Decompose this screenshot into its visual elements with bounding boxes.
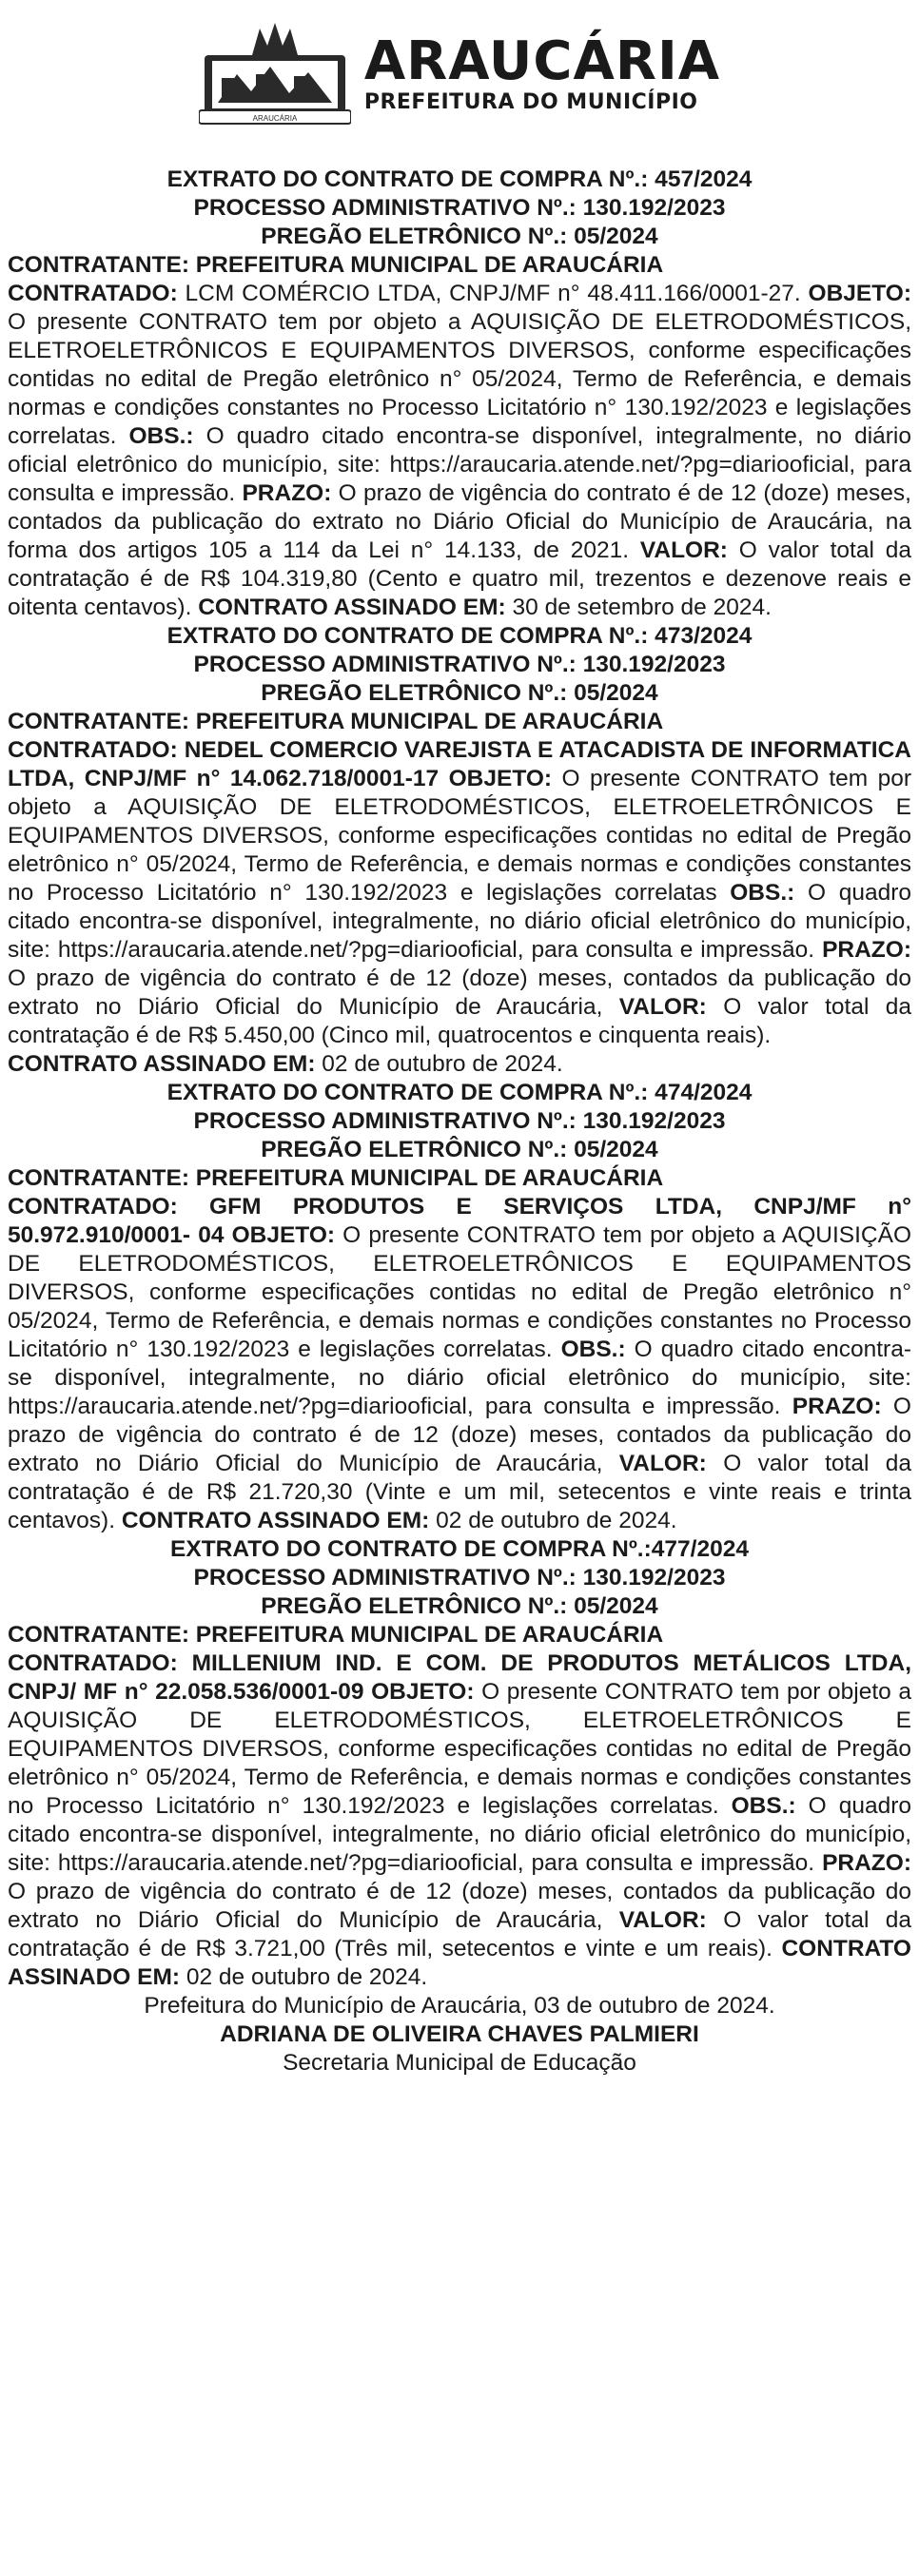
contract-extract	[8, 166, 911, 622]
object-label: OBJETO:	[448, 766, 553, 791]
process-number: PROCESSO ADMINISTRATIVO Nº.: 130.192/2023	[193, 1108, 726, 1134]
contract-body	[8, 708, 911, 1079]
document-content	[8, 166, 911, 2078]
contractor-text	[224, 1222, 231, 1248]
obs-text: O quadro citado encontra-se disponível, integralmente, no diário oficial eletrônico do município, site: https://araucaria.atende.net/?pg=diariooficial, para consulta e impressão.	[8, 423, 911, 506]
signed-label: CONTRATO ASSINADO EM:	[198, 595, 506, 620]
term-text: O prazo de vigência do contrato é de 12 (doze) meses, contados da publicação do extrato no Diário Oficial do Município de Araucária, na forma dos artigos 105 a 114 da Lei n° 14.133, de 2021.	[8, 480, 911, 563]
value-label: VALOR:	[618, 1451, 707, 1476]
contractor-text: LCM COMÉRCIO LTDA, CNPJ/MF n° 48.411.166/0001-27.	[177, 281, 809, 306]
seal-ribbon-text: ARAUCÁRIA	[252, 114, 298, 123]
process-number: PROCESSO ADMINISTRATIVO Nº.: 130.192/2023	[193, 1565, 726, 1590]
contracting-party: CONTRATANTE: PREFEITURA MUNICIPAL DE ARAUCÁRIA	[8, 252, 664, 278]
contract-title: EXTRATO DO CONTRATO DE COMPRA Nº.:477/2024	[170, 1536, 749, 1562]
contract-body	[8, 1621, 911, 1992]
process-number: PROCESSO ADMINISTRATIVO Nº.: 130.192/2023	[193, 195, 726, 221]
obs-label: OBS.:	[730, 880, 795, 906]
auction-number: PREGÃO ELETRÔNICO Nº.: 05/2024	[261, 1593, 658, 1619]
brand-name: ARAUCÁRIA	[363, 30, 721, 92]
obs-text: O quadro citado encontra-se disponível, integralmente, no diário oficial eletrônico do município, site: https://araucaria.atende.net/?pg=diariooficial, para consulta e impressão.	[8, 880, 911, 963]
place-and-date: Prefeitura do Município de Araucária, 03 de outubro de 2024.	[144, 1993, 775, 2019]
obs-label: OBS.:	[560, 1337, 626, 1362]
term-text: O prazo de vigência do contrato é de 12 (doze) meses, contados da publicação do extrato no Diário Oficial do Município de Araucária,	[8, 1394, 911, 1476]
signed-label: CONTRATO ASSINADO EM:	[8, 1936, 911, 1990]
object-text: O presente CONTRATO tem por objeto a AQUISIÇÃO DE ELETRODOMÉSTICOS, ELETROELETRÔNICOS E EQUIPAMENTOS DIVERSOS, conforme especificações contidas no edital de Pregão eletrônico n° 05/2024, Termo de Referência, e demais normas e condições constantes no Processo Licitatório n° 130.192/2023 e legislações correlatas.	[8, 1222, 912, 1362]
obs-label: OBS.:	[128, 423, 194, 449]
object-text: O presente CONTRATO tem por objeto a AQUISIÇÃO DE ELETRODOMÉSTICOS, ELETROELETRÔNICOS E EQUIPAMENTOS DIVERSOS, conforme especificações contidas no edital de Pregão eletrônico n° 05/2024, Termo de Referência, e demais normas e condições constantes no Processo Licitatório n° 130.192/2023 e legislações correlatas.	[8, 309, 911, 449]
contract-body	[8, 1164, 911, 1535]
object-label: OBJETO:	[808, 281, 911, 306]
process-number: PROCESSO ADMINISTRATIVO Nº.: 130.192/2023	[193, 652, 726, 677]
obs-text: O quadro citado encontra-se disponível, integralmente, no diário oficial eletrônico do município, site: https://araucaria.atende.net/?pg=diariooficial, para consulta e impressão.	[8, 1337, 912, 1419]
contractor-label: CONTRATADO: GFM PRODUTOS E SERVIÇOS LTDA, CNPJ/MF n° 50.972.910/0001- 04	[8, 1194, 911, 1248]
signed-label: CONTRATO ASSINADO EM:	[121, 1508, 430, 1533]
object-text: O presente CONTRATO tem por objeto a AQUISIÇÃO DE ELETRODOMÉSTICOS, ELETROELETRÔNICOS E EQUIPAMENTOS DIVERSOS, conforme especificações contidas no edital de Pregão eletrônico n° 05/2024, Termo de Referência, e demais normas e condições constantes no Processo Licitatório n° 130.192/2023 e legislações correlatas	[8, 766, 911, 906]
term-label: PRAZO:	[792, 1394, 882, 1419]
header	[8, 17, 911, 131]
contracting-party: CONTRATANTE: PREFEITURA MUNICIPAL DE ARAUCÁRIA	[8, 709, 664, 734]
obs-label: OBS.:	[731, 1793, 796, 1819]
value-label: VALOR:	[618, 1907, 707, 1933]
auction-number: PREGÃO ELETRÔNICO Nº.: 05/2024	[261, 680, 658, 706]
term-text: O prazo de vigência do contrato é de 12 (doze) meses, contados da publicação do extrato no Diário Oficial do Município de Araucária,	[8, 1879, 911, 1933]
term-text: O prazo de vigência do contrato é de 12 (doze) meses, contados da publicação do extrato no Diário Oficial do Município de Araucária,	[8, 966, 911, 1020]
signer-name: ADRIANA DE OLIVEIRA CHAVES PALMIERI	[220, 2021, 699, 2047]
contract-extract	[8, 1079, 911, 1535]
contracting-party: CONTRATANTE: PREFEITURA MUNICIPAL DE ARAUCÁRIA	[8, 1165, 664, 1191]
signed-date: 02 de outubro de 2024.	[429, 1508, 677, 1533]
brand	[363, 30, 721, 114]
value-text: O valor total da contratação é de R$ 104.319,80 (Cento e quatro mil, trezentos e dezenove reais e oitenta centavos).	[8, 537, 911, 620]
contract-title: EXTRATO DO CONTRATO DE COMPRA Nº.: 457/2024	[166, 166, 753, 192]
term-label: PRAZO:	[822, 1850, 911, 1876]
object-text: O presente CONTRATO tem por objeto a AQUISIÇÃO DE ELETRODOMÉSTICOS, ELETROELETRÔNICOS E EQUIPAMENTOS DIVERSOS, conforme especificações contidas no edital de Pregão eletrônico n° 05/2024, Termo de Referência, e demais normas e condições constantes no Processo Licitatório n° 130.192/2023 e legislações correlatas.	[8, 1679, 911, 1819]
contract-extract	[8, 622, 911, 1079]
contractor-label: CONTRATADO: NEDEL COMERCIO VAREJISTA E ATACADISTA DE INFORMATICA LTDA, CNPJ/MF n° 14.062.718/0001-17	[8, 737, 911, 791]
signed-label: CONTRATO ASSINADO EM:	[8, 1051, 316, 1077]
value-text: O valor total da contratação é de R$ 5.450,00 (Cinco mil, quatrocentos e cinquenta reais).	[8, 994, 911, 1048]
contractor-label: CONTRATADO: MILLENIUM IND. E COM. DE PRODUTOS METÁLICOS LTDA, CNPJ/ MF n° 22.058.536/0001-09	[8, 1650, 911, 1705]
term-label: PRAZO:	[242, 480, 332, 506]
signed-date: 30 de setembro de 2024.	[505, 595, 772, 620]
auction-number: PREGÃO ELETRÔNICO Nº.: 05/2024	[261, 224, 658, 249]
contract-extract	[8, 1535, 911, 1992]
signer-department: Secretaria Municipal de Educação	[283, 2050, 636, 2076]
contracting-party: CONTRATANTE: PREFEITURA MUNICIPAL DE ARAUCÁRIA	[8, 1622, 664, 1648]
signed-date: 02 de outubro de 2024.	[180, 1964, 428, 1990]
contractor-label: CONTRATADO:	[8, 281, 178, 306]
object-label: OBJETO:	[371, 1679, 475, 1705]
contract-title: EXTRATO DO CONTRATO DE COMPRA Nº.: 473/2024	[166, 623, 753, 649]
brand-subtitle: PREFEITURA DO MUNICÍPIO	[363, 90, 698, 114]
contract-title: EXTRATO DO CONTRATO DE COMPRA Nº.: 474/2024	[166, 1080, 753, 1105]
contractor-text	[439, 766, 448, 791]
city-seal-logo	[199, 17, 351, 131]
term-label: PRAZO:	[822, 937, 911, 963]
value-label: VALOR:	[639, 537, 728, 563]
value-text: O valor total da contratação é de R$ 3.721,00 (Três mil, setecentos e vinte e um reais).	[8, 1907, 911, 1961]
contractor-text	[363, 1679, 371, 1705]
auction-number: PREGÃO ELETRÔNICO Nº.: 05/2024	[261, 1137, 658, 1162]
value-label: VALOR:	[618, 994, 707, 1020]
contract-body	[8, 251, 911, 622]
value-text: O valor total da contratação é de R$ 21.720,30 (Vinte e um mil, setecentos e vinte reais e trinta centavos).	[8, 1451, 911, 1533]
signed-date: 02 de outubro de 2024.	[315, 1051, 563, 1077]
object-label: OBJETO:	[231, 1222, 336, 1248]
obs-text: O quadro citado encontra-se disponível, integralmente, no diário oficial eletrônico do município, site: https://araucaria.atende.net/?pg=diariooficial, para consulta e impressão.	[8, 1793, 911, 1876]
